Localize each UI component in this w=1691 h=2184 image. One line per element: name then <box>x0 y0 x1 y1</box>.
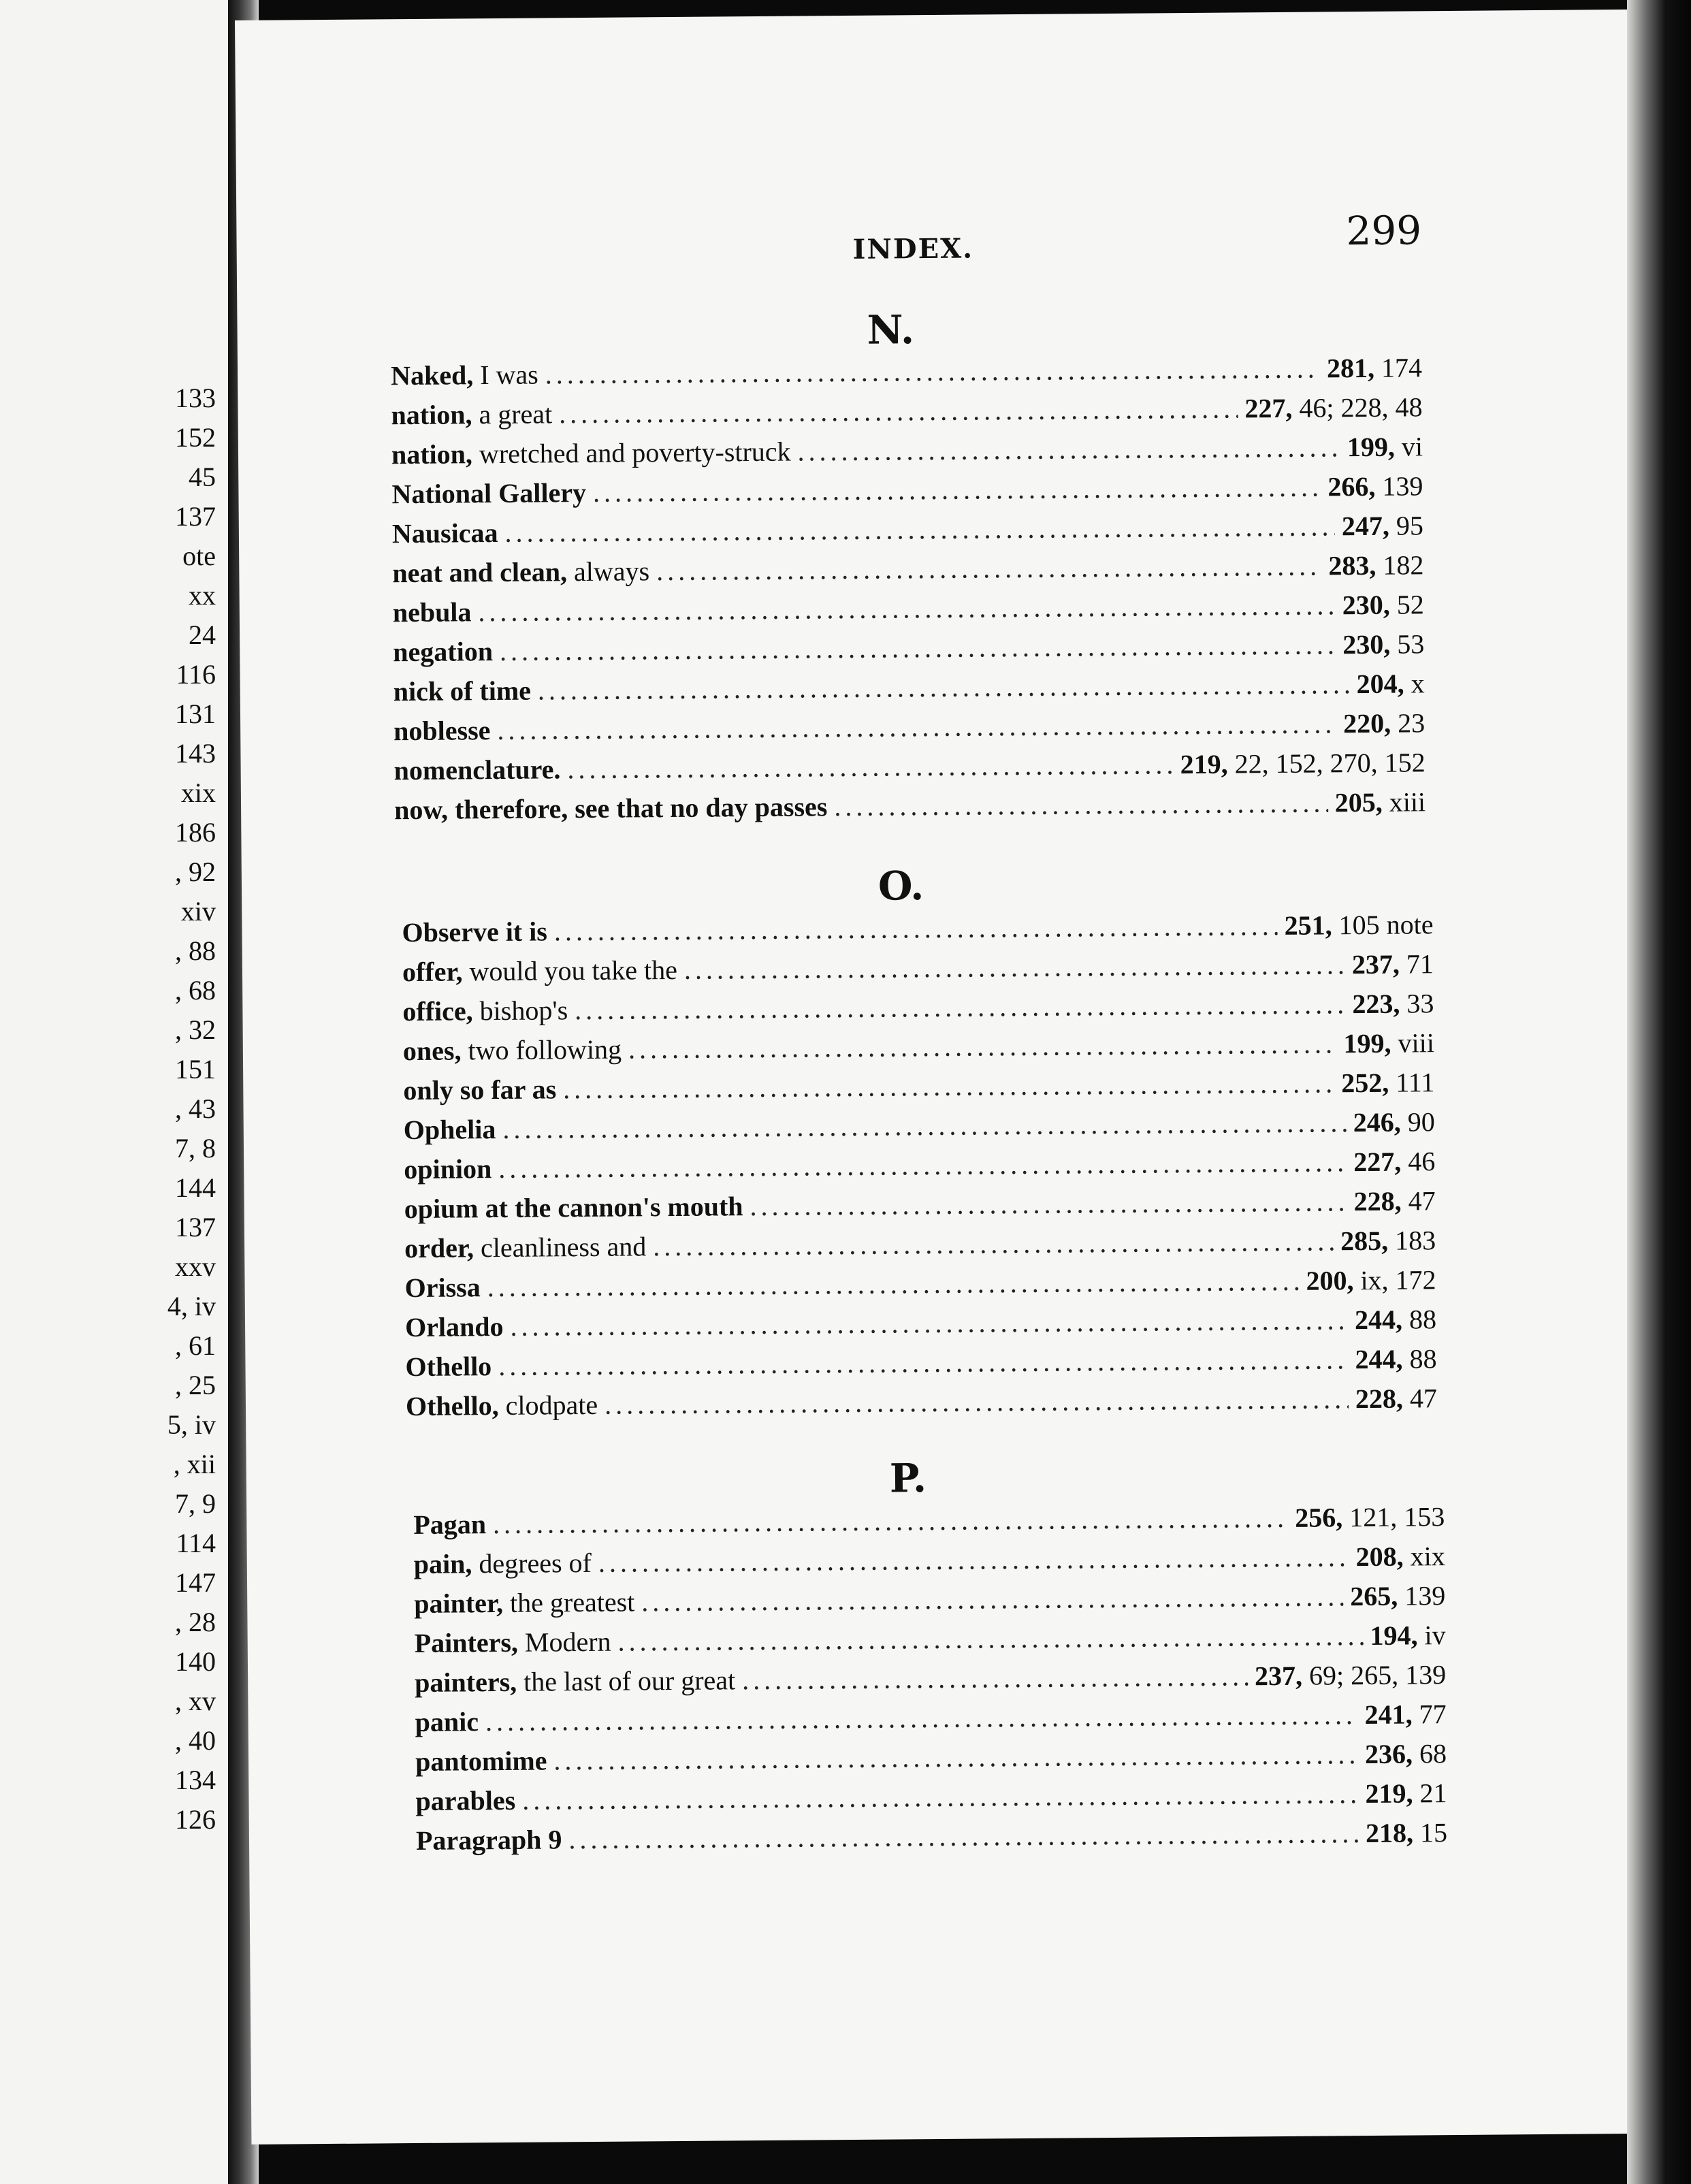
secondary-references: ix, 172 <box>1353 1264 1436 1296</box>
facing-page-fragment: xix <box>180 777 216 808</box>
entry-term: Orlando <box>404 1311 504 1343</box>
entry-qualifier: a great <box>472 398 553 430</box>
page-references <box>1355 1382 1437 1415</box>
section-letter-n: N. <box>867 306 915 353</box>
facing-page <box>0 0 232 2184</box>
primary-reference: 199, <box>1343 1027 1391 1059</box>
dot-leader <box>593 470 1321 508</box>
dot-leader <box>478 589 1336 628</box>
facing-page-fragment: 5, iv <box>167 1409 216 1440</box>
page-references <box>1370 1619 1445 1652</box>
secondary-references: 15 <box>1413 1817 1448 1848</box>
entry-term: Naked, <box>390 359 474 391</box>
page-references <box>1327 470 1423 502</box>
primary-reference: 281, <box>1326 352 1375 384</box>
page-references <box>1366 1816 1447 1849</box>
dot-leader <box>617 1620 1363 1658</box>
dot-leader <box>500 628 1336 667</box>
dot-leader <box>797 431 1340 467</box>
entry-qualifier: would you take the <box>462 954 678 987</box>
running-title: INDEX. <box>852 232 974 266</box>
section-n-entries <box>391 351 1426 833</box>
entry-term: Pagan <box>413 1509 487 1541</box>
facing-page-fragment: , 25 <box>175 1370 216 1400</box>
page-references <box>1341 1066 1434 1099</box>
primary-reference: 246, <box>1353 1106 1401 1138</box>
entry-term: ones, <box>402 1035 462 1067</box>
entry-term: now, therefore, see that no day passes <box>393 791 828 826</box>
primary-reference: 219, <box>1180 748 1228 780</box>
facing-page-fragment: 116 <box>176 659 216 690</box>
page-edge <box>1627 0 1691 2184</box>
secondary-references: 47 <box>1401 1185 1436 1217</box>
facing-page-fragment: 126 <box>175 1804 216 1835</box>
secondary-references: 46 <box>1401 1146 1436 1177</box>
secondary-references: xix <box>1403 1541 1445 1572</box>
dot-leader <box>498 1146 1347 1185</box>
secondary-references: 22, 152, 270, 152 <box>1227 747 1426 780</box>
entry-qualifier: the last of our great <box>517 1665 736 1697</box>
entry-term: office, <box>402 995 473 1027</box>
entry-term: Paragraph 9 <box>415 1824 562 1856</box>
entry-term: parables <box>415 1784 516 1816</box>
facing-page-fragment: 152 <box>175 422 216 453</box>
dot-leader <box>538 668 1350 706</box>
facing-page-fragment: , 43 <box>175 1093 216 1124</box>
dot-leader <box>545 352 1321 390</box>
entry-term: nick of time <box>393 675 532 707</box>
facing-page-fragment: 7, 8 <box>175 1133 216 1163</box>
primary-reference: 244, <box>1355 1343 1403 1375</box>
facing-page-fragment: 186 <box>175 817 216 848</box>
entry-term: painters, <box>415 1666 517 1698</box>
entry-term: pain, <box>413 1548 472 1580</box>
secondary-references: xiii <box>1382 786 1426 818</box>
primary-reference: 230, <box>1342 589 1390 621</box>
dot-leader <box>834 786 1328 822</box>
facing-page-fragment: 131 <box>175 698 216 729</box>
primary-reference: 256, <box>1295 1502 1343 1533</box>
dot-leader <box>563 1067 1334 1105</box>
primary-reference: 247, <box>1341 510 1390 542</box>
primary-reference: 228, <box>1355 1383 1404 1415</box>
entry-qualifier: degrees of <box>472 1547 592 1579</box>
entry-term: only so far as <box>403 1074 557 1106</box>
secondary-references: iv <box>1417 1620 1446 1651</box>
entry-term: pantomime <box>415 1745 547 1777</box>
facing-page-fragment: , 32 <box>175 1014 216 1045</box>
facing-page-fragment: , 92 <box>175 856 216 887</box>
facing-page-fragment: 151 <box>175 1054 216 1085</box>
page-references <box>1180 746 1425 780</box>
primary-reference: 230, <box>1342 628 1391 660</box>
page-references <box>1306 1264 1436 1296</box>
page-references <box>1365 1777 1447 1810</box>
page-references <box>1255 1658 1446 1692</box>
dot-leader <box>559 392 1238 430</box>
page-references <box>1355 1343 1436 1375</box>
primary-reference: 227, <box>1244 392 1293 424</box>
section-letter-o: O. <box>877 863 924 910</box>
entry-term: opium at the cannon's mouth <box>404 1191 743 1225</box>
page-references <box>1353 1145 1435 1178</box>
secondary-references: 139 <box>1398 1580 1446 1611</box>
primary-reference: 265, <box>1350 1580 1398 1612</box>
page-references <box>1353 1185 1435 1217</box>
facing-page-fragment: 45 <box>189 462 216 492</box>
dot-leader <box>598 1541 1349 1579</box>
facing-page-fragment: 140 <box>175 1646 216 1677</box>
entry-qualifier: bishop's <box>472 995 568 1027</box>
dot-leader <box>502 1106 1347 1145</box>
primary-reference: 241, <box>1364 1699 1413 1731</box>
page-references <box>1328 549 1423 581</box>
secondary-references: 33 <box>1400 988 1434 1019</box>
entry-term: painter, <box>414 1587 504 1620</box>
secondary-references: 52 <box>1389 589 1424 620</box>
entry-term: nomenclature. <box>393 754 561 786</box>
page-references <box>1357 667 1425 700</box>
secondary-references: 68 <box>1412 1738 1447 1769</box>
primary-reference: 266, <box>1327 470 1376 502</box>
page-references <box>1347 430 1423 463</box>
secondary-references: viii <box>1391 1027 1435 1059</box>
page-references <box>1327 351 1422 384</box>
page-references <box>1342 628 1424 660</box>
primary-reference: 194, <box>1370 1620 1418 1651</box>
primary-reference: 227, <box>1353 1146 1402 1178</box>
index-entry <box>416 1816 1447 1864</box>
dot-leader <box>567 748 1174 785</box>
entry-term: nation, <box>391 438 473 470</box>
entry-term: Othello <box>405 1351 492 1383</box>
dot-leader <box>522 1778 1359 1816</box>
facing-page-fragment: 137 <box>175 1212 216 1242</box>
facing-page-fragment: , 28 <box>175 1607 216 1637</box>
entry-term: nebula <box>392 596 472 628</box>
entry-term: noblesse <box>393 715 491 747</box>
dot-leader <box>750 1185 1347 1222</box>
dot-leader <box>684 948 1345 986</box>
dot-leader <box>568 1817 1359 1855</box>
primary-reference: 237, <box>1351 948 1400 980</box>
entry-term: order, <box>404 1232 474 1264</box>
dot-leader <box>498 1343 1349 1382</box>
dot-leader <box>553 1738 1358 1776</box>
facing-page-fragment: 144 <box>175 1172 216 1203</box>
dot-leader <box>653 1225 1334 1262</box>
dot-leader <box>504 510 1335 549</box>
entry-term: neat and clean, <box>392 556 568 589</box>
secondary-references: 53 <box>1390 628 1425 660</box>
primary-reference: 204, <box>1356 668 1404 700</box>
entry-qualifier: wretched and poverty-struck <box>472 436 791 470</box>
page-references <box>1295 1500 1445 1534</box>
entry-qualifier: I was <box>473 359 538 391</box>
secondary-references: 88 <box>1402 1304 1437 1335</box>
secondary-references: 90 <box>1400 1106 1435 1138</box>
secondary-references: 105 note <box>1332 909 1434 941</box>
primary-reference: 200, <box>1306 1265 1354 1296</box>
secondary-references: 23 <box>1390 707 1426 739</box>
dot-leader <box>510 1304 1348 1343</box>
primary-reference: 244, <box>1354 1304 1403 1336</box>
primary-reference: 223, <box>1352 988 1400 1020</box>
secondary-references: x <box>1404 668 1425 699</box>
primary-reference: 251, <box>1284 910 1332 941</box>
facing-page-fragment: , xii <box>173 1449 216 1479</box>
page-references <box>1352 987 1434 1020</box>
index-entry <box>394 786 1426 833</box>
dot-leader <box>575 988 1346 1026</box>
primary-reference: 199, <box>1347 431 1396 463</box>
primary-reference: 252, <box>1341 1067 1389 1099</box>
dot-leader <box>605 1383 1349 1421</box>
index-page <box>235 10 1657 2145</box>
secondary-references: 71 <box>1399 948 1434 980</box>
secondary-references: 121, 153 <box>1342 1501 1445 1533</box>
secondary-references: 182 <box>1376 549 1424 581</box>
facing-page-fragment: 133 <box>175 383 216 413</box>
page-references <box>1342 509 1423 542</box>
page-references <box>1244 391 1422 424</box>
entry-term: offer, <box>402 956 463 988</box>
secondary-references: 183 <box>1387 1225 1436 1256</box>
page-references <box>1353 1106 1435 1138</box>
facing-page-fragment: 137 <box>175 501 216 532</box>
facing-page-fragment: 7, 9 <box>175 1488 216 1519</box>
page-references <box>1284 908 1433 942</box>
facing-page-fragment: 4, iv <box>167 1291 216 1321</box>
entry-term: Nausicaa <box>391 517 498 549</box>
entry-term: negation <box>393 636 494 668</box>
facing-page-fragment: , 61 <box>175 1330 216 1361</box>
dot-leader <box>493 1502 1289 1540</box>
entry-term: Orissa <box>404 1272 481 1304</box>
secondary-references: 77 <box>1412 1699 1447 1730</box>
primary-reference: 218, <box>1365 1817 1414 1849</box>
secondary-references: 46; 228, 48 <box>1292 391 1423 423</box>
secondary-references: vi <box>1394 431 1423 462</box>
entry-term: panic <box>415 1706 479 1737</box>
entry-qualifier: Modern <box>517 1626 611 1658</box>
dot-leader <box>485 1699 1358 1737</box>
facing-page-fragment: 24 <box>189 620 216 650</box>
secondary-references: 174 <box>1374 352 1423 383</box>
facing-page-fragment: , 68 <box>175 975 216 1006</box>
secondary-references: 21 <box>1413 1778 1447 1809</box>
dot-leader <box>554 910 1278 947</box>
section-letter-p: P. <box>889 1455 927 1502</box>
page-references <box>1343 707 1425 739</box>
primary-reference: 208, <box>1355 1541 1404 1573</box>
facing-page-fragment: , 40 <box>175 1725 216 1756</box>
facing-page-fragment: xx <box>189 580 216 611</box>
primary-reference: 205, <box>1334 786 1383 818</box>
secondary-references: 47 <box>1402 1383 1438 1414</box>
page-references <box>1352 948 1434 980</box>
section-o-entries <box>402 908 1437 1430</box>
dot-leader <box>656 549 1322 587</box>
index-entry <box>406 1382 1437 1430</box>
page-references <box>1335 786 1426 818</box>
dot-leader <box>641 1580 1343 1618</box>
dot-leader <box>487 1265 1300 1303</box>
secondary-references: 69; 265, 139 <box>1302 1659 1447 1691</box>
dot-leader <box>628 1027 1337 1065</box>
dot-leader <box>497 707 1336 746</box>
entry-term: National Gallery <box>391 477 587 510</box>
facing-page-fragment: ote <box>182 541 216 571</box>
page-references <box>1355 1303 1436 1336</box>
secondary-references: 88 <box>1402 1343 1437 1375</box>
facing-page-fragment: xxv <box>175 1251 216 1282</box>
page-references <box>1364 1698 1446 1731</box>
primary-reference: 220, <box>1342 707 1391 739</box>
entry-qualifier: two following <box>461 1033 622 1066</box>
facing-page-fragment: , 88 <box>175 935 216 966</box>
entry-term: opinion <box>404 1153 492 1185</box>
primary-reference: 285, <box>1340 1225 1389 1257</box>
facing-page-fragment: 143 <box>175 738 216 769</box>
entry-term: Othello, <box>405 1390 499 1422</box>
primary-reference: 219, <box>1365 1778 1413 1810</box>
page-references <box>1355 1540 1445 1573</box>
facing-page-fragment: 147 <box>175 1567 216 1598</box>
secondary-references: 139 <box>1375 470 1423 502</box>
page-number: 299 <box>1346 207 1422 255</box>
page-references <box>1340 1224 1436 1257</box>
entry-term: Painters, <box>414 1626 519 1659</box>
page-references <box>1342 588 1424 621</box>
primary-reference: 228, <box>1353 1185 1402 1217</box>
entry-term: nation, <box>391 399 472 431</box>
facing-page-fragment: , xv <box>175 1686 216 1716</box>
entry-qualifier: clodpate <box>498 1389 598 1422</box>
facing-page-fragment: 114 <box>176 1528 216 1558</box>
primary-reference: 236, <box>1364 1738 1413 1770</box>
facing-page-fragment: 134 <box>175 1765 216 1795</box>
entry-qualifier: the greatest <box>502 1586 635 1618</box>
facing-page-fragment: xiv <box>180 896 216 927</box>
page-references <box>1343 1027 1434 1059</box>
page-references <box>1365 1737 1447 1770</box>
section-p-entries <box>413 1500 1447 1864</box>
page-references <box>1350 1579 1445 1612</box>
secondary-references: 95 <box>1389 510 1424 541</box>
primary-reference: 237, <box>1254 1660 1303 1692</box>
entry-qualifier: always <box>566 556 650 588</box>
dot-leader <box>742 1660 1248 1696</box>
entry-qualifier: cleanliness and <box>473 1231 647 1264</box>
primary-reference: 283, <box>1328 549 1376 581</box>
secondary-references: 111 <box>1389 1067 1435 1098</box>
entry-term: Observe it is <box>402 916 548 948</box>
entry-term: Ophelia <box>403 1114 496 1146</box>
